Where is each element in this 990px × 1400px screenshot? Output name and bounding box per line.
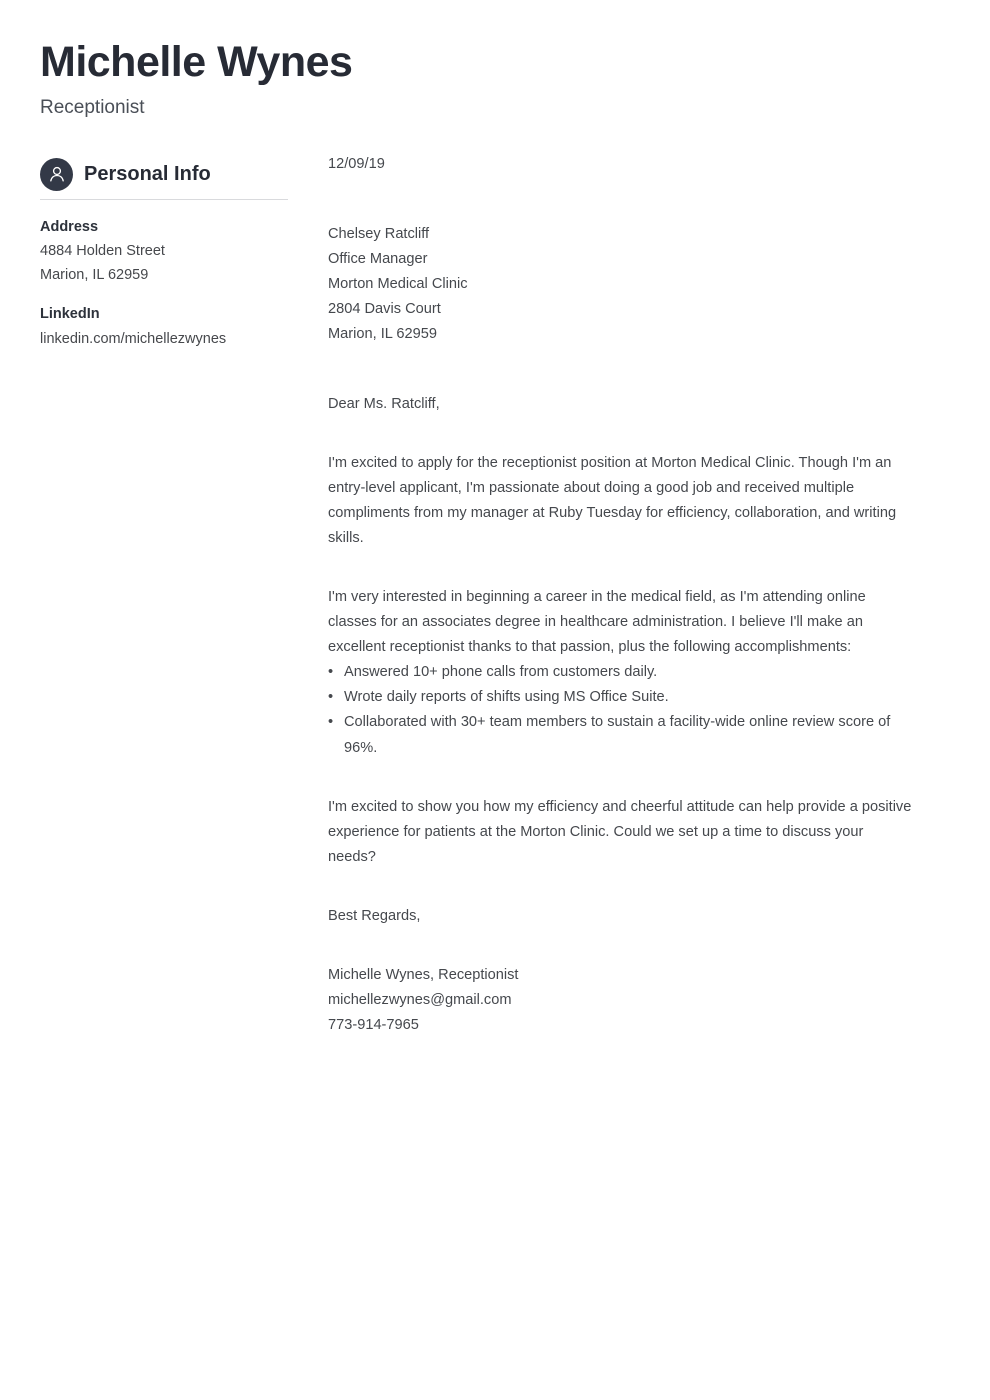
info-label-address: Address bbox=[40, 218, 99, 235]
list-item: • Answered 10+ phone calls from customers daily. bbox=[328, 660, 913, 685]
info-block-address bbox=[40, 216, 288, 287]
signature-email[interactable]: michellezwynes@gmail.com bbox=[328, 992, 512, 1009]
sidebar-personal-info bbox=[40, 150, 288, 351]
signature-name-title: Michelle Wynes, Receptionist bbox=[328, 967, 519, 983]
personal-info-heading bbox=[40, 158, 288, 191]
info-value-city-state-zip: Marion, IL 62959 bbox=[40, 266, 149, 283]
content-columns bbox=[40, 150, 950, 1038]
letter-paragraph-3: I'm excited to show you how my efficiency and cheerful attitude can help provide a positive experience for patients at the Morton Clinic. Could we set up a time to discuss your needs? bbox=[328, 798, 912, 865]
info-value-street: 4884 Holden Street bbox=[40, 243, 165, 260]
recipient-company: Morton Medical Clinic bbox=[328, 276, 468, 293]
personal-info-title: Personal Info bbox=[84, 163, 211, 186]
recipient-street: 2804 Davis Court bbox=[328, 301, 441, 318]
recipient-title: Office Manager bbox=[328, 251, 428, 268]
letter-paragraph-2: I'm very interested in beginning a career in the medical field, as I'm attending online classes for an associates degree in healthcare administration. I believe I'll make an excellent receptionist thanks to that passion, plus the following accomplishments: bbox=[328, 588, 866, 656]
recipient-name: Chelsey Ratcliff bbox=[328, 226, 430, 243]
letter-body bbox=[288, 150, 913, 1038]
applicant-job-title: Receptionist bbox=[40, 97, 145, 119]
recipient-city-state-zip: Marion, IL 62959 bbox=[328, 326, 437, 343]
info-block-linkedin bbox=[40, 303, 288, 351]
accomplishments-list bbox=[328, 660, 913, 760]
letter-closing: Best Regards, bbox=[328, 907, 421, 924]
list-item: • Wrote daily reports of shifts using MS Office Suite. bbox=[328, 685, 913, 710]
letter-salutation: Dear Ms. Ratcliff, bbox=[328, 395, 440, 412]
letter-paragraph-1: I'm excited to apply for the receptionist position at Morton Medical Clinic. Though I'm an entry-level applicant, I'm passionate about doing a good job and received multiple compliments from my manager at Ruby Tuesday for efficiency, collaboration, and writing skills. bbox=[328, 454, 897, 546]
signature-block bbox=[328, 963, 913, 1038]
info-label-linkedin: LinkedIn bbox=[40, 306, 100, 323]
section-divider bbox=[40, 199, 288, 200]
signature-phone: 773-914-7965 bbox=[328, 1017, 419, 1034]
applicant-name: Michelle Wynes bbox=[40, 38, 353, 86]
info-value-linkedin-url[interactable]: linkedin.com/michellezwynes bbox=[40, 330, 227, 347]
list-item: • Collaborated with 30+ team members to sustain a facility-wide online review score of 96%. bbox=[328, 710, 913, 760]
letter-date: 12/09/19 bbox=[328, 155, 385, 172]
person-avatar-icon bbox=[40, 158, 73, 191]
recipient-address-block bbox=[328, 222, 913, 347]
letter-header bbox=[40, 40, 950, 120]
